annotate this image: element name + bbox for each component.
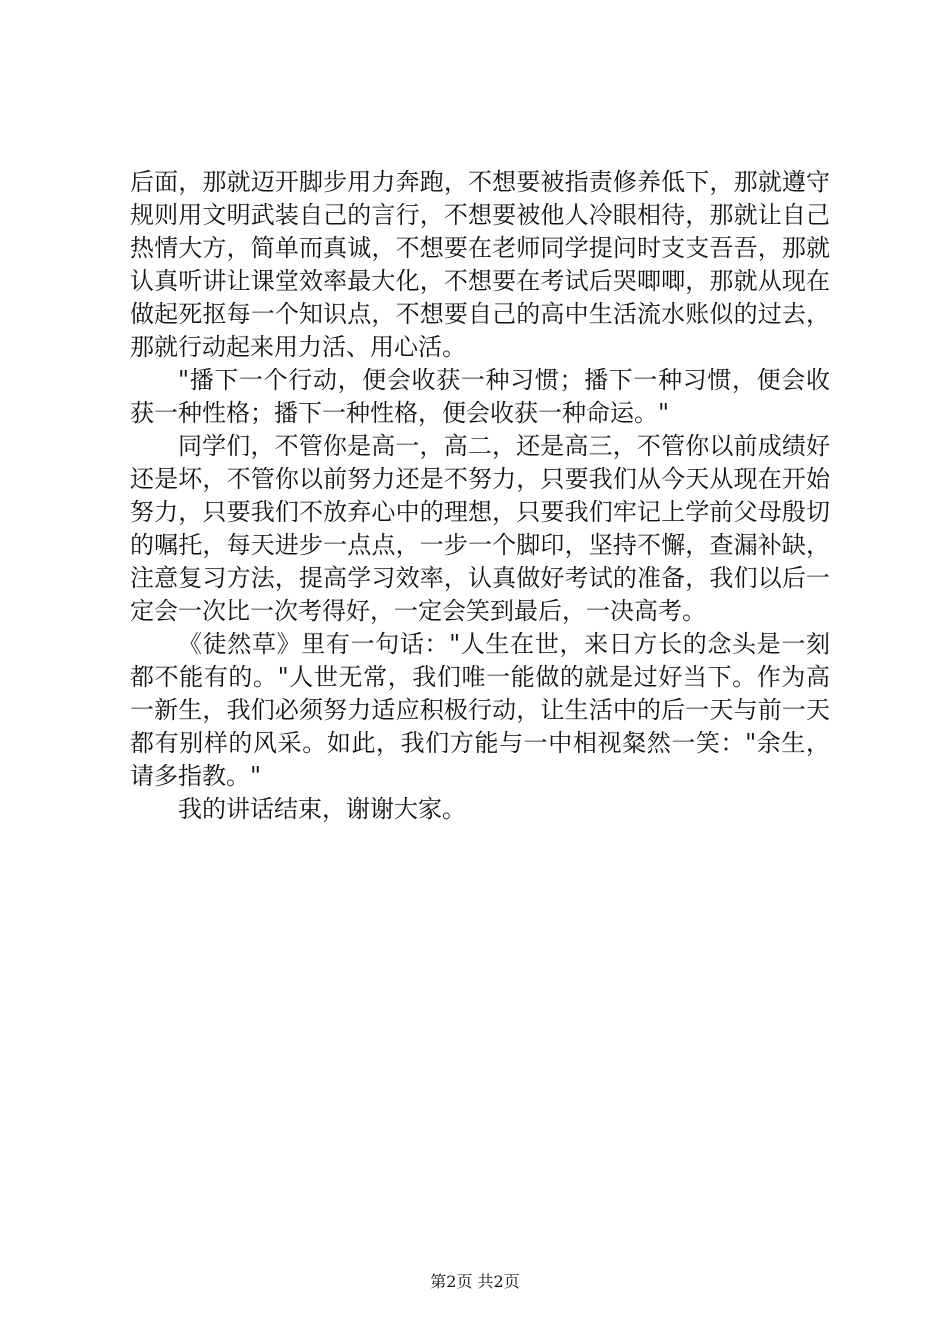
- paragraph-encouragement: 同学们，不管你是高一，高二，还是高三，不管你以前成绩好还是坏，不管你以前努力还是不努力，只要我们从今天从现在开始努力，只要我们不放弃心中的理想，只要我们牢记上学前父母殷切的嘱托，每天进步一点点，一步一个脚印，坚持不懈，查漏补缺，注意复习方法，提高学习效率，认真做好考试的准备，我们以后一定会一次比一次考得好，一定会笑到最后，一决高考。: [130, 432, 830, 625]
- page-number-footer: 第2页 共2页: [430, 1272, 520, 1291]
- paragraph-tsurezuregusa: 《徒然草》里有一句话："人生在世，来日方长的念头是一刻都不能有的。"人世无常，我们唯一能做的就是过好当下。作为高一新生，我们必须努力适应积极行动，让生活中的后一天与前一天都有别样的风采。如此，我们方能与一中相视粲然一笑："余生，请多指教。": [130, 630, 830, 790]
- document-body: [130, 166, 830, 826]
- paragraph-continuation: 后面，那就迈开脚步用力奔跑，不想要被指责修养低下，那就遵守规则用文明武装自己的言行，不想要被他人冷眼相待，那就让自己热情大方，简单而真诚，不想要在老师同学提问时支支吾吾，那就认真听讲让课堂效率最大化，不想要在考试后哭唧唧，那就从现在做起死抠每一个知识点，不想要自己的高中生活流水账似的过去，那就行动起来用力活、用心活。: [130, 168, 830, 361]
- paragraph-quote: "播下一个行动，便会收获一种习惯；播下一种习惯，便会收获一种性格；播下一种性格，便会收获一种命运。": [130, 366, 830, 427]
- paragraph-closing: 我的讲话结束，谢谢大家。: [178, 795, 466, 823]
